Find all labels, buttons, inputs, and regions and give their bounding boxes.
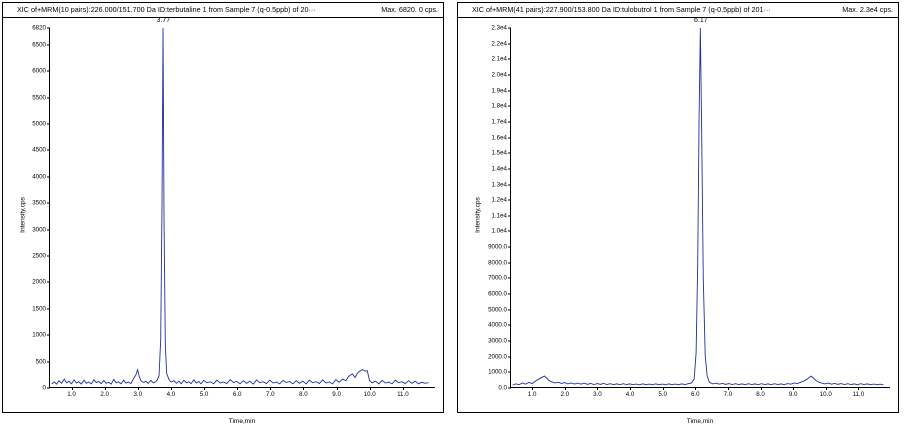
y-tick-mark bbox=[508, 153, 511, 154]
x-tick-mark bbox=[138, 387, 139, 390]
x-tick-label: 1.0 bbox=[527, 391, 537, 398]
y-tick-label: 5000 bbox=[32, 120, 46, 128]
y-tick-label: 4000 bbox=[32, 173, 46, 181]
y-tick-label: 6000 bbox=[32, 67, 46, 75]
y-tick-label: 9000.0 bbox=[488, 243, 507, 251]
y-tick-label: 3000 bbox=[32, 226, 46, 234]
y-tick-label: 1.0e4 bbox=[491, 227, 507, 235]
y-tick-label: 1.3e4 bbox=[491, 181, 507, 189]
x-tick-mark bbox=[761, 387, 762, 390]
y-tick-label: 6820 bbox=[32, 24, 46, 32]
x-tick-mark bbox=[204, 387, 205, 390]
x-tick-mark bbox=[105, 387, 106, 390]
panel-header-left bbox=[3, 3, 443, 18]
x-tick-mark bbox=[171, 387, 172, 390]
y-tick-mark bbox=[508, 90, 511, 91]
y-tick-mark bbox=[508, 43, 511, 44]
x-tick-label: 7.0 bbox=[723, 391, 733, 398]
y-tick-mark bbox=[508, 356, 511, 357]
series-line bbox=[513, 28, 884, 385]
y-tick-mark bbox=[47, 282, 50, 283]
panel-title-left: XIC of+MRM(10 pairs):226.000/151.700 Da ID:terbutaline 1 from Sample 7 (q-0.5ppb) of 20··· bbox=[17, 5, 316, 14]
y-tick-mark bbox=[508, 372, 511, 373]
y-tick-mark bbox=[508, 137, 511, 138]
y-tick-label: 2.1e4 bbox=[491, 55, 507, 63]
y-tick-mark bbox=[47, 97, 50, 98]
y-tick-label: 0.0 bbox=[498, 384, 507, 392]
plot-axes-left bbox=[32, 17, 435, 398]
y-tick-label: 1.1e4 bbox=[491, 212, 507, 220]
y-tick-mark bbox=[47, 71, 50, 72]
x-tick-mark bbox=[630, 387, 631, 390]
y-tick-label: 0 bbox=[42, 384, 46, 392]
x-tick-mark bbox=[403, 387, 404, 390]
x-tick-mark bbox=[303, 387, 304, 390]
y-tick-mark bbox=[508, 325, 511, 326]
x-tick-mark bbox=[597, 387, 598, 390]
y-tick-mark bbox=[47, 124, 50, 125]
x-tick-label: 8.0 bbox=[299, 391, 308, 398]
y-tick-mark bbox=[508, 184, 511, 185]
y-tick-mark bbox=[508, 262, 511, 263]
y-tick-mark bbox=[508, 278, 511, 279]
x-tick-mark bbox=[532, 387, 533, 390]
y-tick-mark bbox=[47, 256, 50, 257]
y-tick-label: 1.5e4 bbox=[491, 149, 507, 157]
x-tick-label: 6.0 bbox=[232, 391, 242, 398]
x-axis-label-left: Time,min bbox=[228, 418, 256, 425]
y-tick-label: 7000.0 bbox=[488, 274, 507, 282]
y-tick-label: 1000 bbox=[32, 331, 46, 339]
y-tick-mark bbox=[508, 341, 511, 342]
y-tick-mark bbox=[508, 231, 511, 232]
y-tick-label: 5500 bbox=[32, 94, 46, 102]
y-tick-label: 2000 bbox=[32, 278, 46, 286]
chromatogram-panel-right bbox=[457, 2, 899, 425]
y-tick-label: 1000.0 bbox=[488, 368, 507, 376]
y-tick-mark bbox=[508, 247, 511, 248]
x-tick-mark bbox=[663, 387, 664, 390]
y-tick-mark bbox=[508, 200, 511, 201]
y-tick-mark bbox=[508, 74, 511, 75]
panel-max-label-left: Max. 6820. 0 cps. bbox=[381, 5, 438, 14]
y-axis-label-left: Intensity,cps bbox=[19, 197, 27, 233]
x-tick-label: 10.0 bbox=[819, 391, 832, 398]
x-tick-label: 5.0 bbox=[658, 391, 667, 398]
x-tick-label: 9.0 bbox=[332, 391, 341, 398]
y-tick-mark bbox=[47, 176, 50, 177]
x-tick-label: 3.0 bbox=[133, 391, 143, 398]
x-tick-mark bbox=[793, 387, 794, 390]
x-tick-mark bbox=[337, 387, 338, 390]
y-tick-mark bbox=[508, 106, 511, 107]
y-tick-mark bbox=[508, 28, 511, 29]
x-tick-mark bbox=[565, 387, 566, 390]
y-tick-label: 5000.0 bbox=[488, 306, 507, 314]
y-tick-mark bbox=[508, 309, 511, 310]
y-tick-label: 1.4e4 bbox=[491, 165, 507, 173]
y-tick-mark bbox=[508, 388, 511, 389]
y-tick-label: 1.9e4 bbox=[491, 87, 507, 95]
x-tick-mark bbox=[826, 387, 827, 390]
y-tick-mark bbox=[47, 203, 50, 204]
x-tick-label: 10.0 bbox=[363, 391, 376, 398]
chromatogram-trace-left bbox=[50, 28, 435, 387]
x-tick-label: 4.0 bbox=[625, 391, 635, 398]
y-tick-mark bbox=[47, 28, 50, 29]
x-tick-mark bbox=[858, 387, 859, 390]
chromatogram-panel-left bbox=[2, 2, 444, 425]
y-tick-label: 1.2e4 bbox=[491, 196, 507, 204]
x-tick-label: 5.0 bbox=[199, 391, 209, 398]
y-tick-label: 1500 bbox=[32, 305, 46, 313]
x-tick-label: 6.0 bbox=[690, 391, 700, 398]
x-tick-mark bbox=[72, 387, 73, 390]
y-tick-mark bbox=[508, 294, 511, 295]
y-tick-label: 4500 bbox=[32, 146, 46, 154]
y-tick-label: 1.7e4 bbox=[491, 118, 507, 126]
peak-label: 6.17 bbox=[694, 17, 708, 24]
x-tick-label: 9.0 bbox=[788, 391, 798, 398]
y-tick-mark bbox=[47, 150, 50, 151]
plot-area-right bbox=[458, 17, 898, 425]
y-tick-mark bbox=[47, 388, 50, 389]
y-tick-mark bbox=[508, 59, 511, 60]
y-tick-mark bbox=[47, 308, 50, 309]
y-tick-mark bbox=[47, 335, 50, 336]
y-tick-label: 8000.0 bbox=[488, 259, 507, 267]
y-tick-label: 2500 bbox=[32, 252, 46, 260]
y-tick-mark bbox=[508, 215, 511, 216]
x-tick-mark bbox=[728, 387, 729, 390]
chromatogram-trace-right bbox=[511, 28, 890, 387]
y-tick-label: 1.8e4 bbox=[491, 102, 507, 110]
x-tick-label: 8.0 bbox=[756, 391, 765, 398]
plot-area-left bbox=[3, 17, 443, 425]
y-axis-label-right: Intensity,cps bbox=[474, 197, 482, 233]
x-tick-mark bbox=[237, 387, 238, 390]
x-tick-mark bbox=[270, 387, 271, 390]
y-tick-label: 6500 bbox=[32, 41, 46, 49]
panel-max-label-right: Max. 2.3e4 cps. bbox=[842, 5, 893, 14]
y-tick-mark bbox=[47, 229, 50, 230]
y-tick-label: 2.2e4 bbox=[491, 40, 507, 48]
y-tick-label: 3000.0 bbox=[488, 337, 507, 345]
x-tick-label: 11.0 bbox=[852, 391, 865, 398]
x-tick-mark bbox=[370, 387, 371, 390]
peak-label: 3.77 bbox=[156, 17, 171, 24]
y-tick-label: 2.0e4 bbox=[491, 71, 507, 79]
y-tick-mark bbox=[508, 168, 511, 169]
y-tick-mark bbox=[47, 361, 50, 362]
y-tick-mark bbox=[47, 44, 50, 45]
x-tick-label: 2.0 bbox=[560, 391, 570, 398]
y-tick-label: 1.6e4 bbox=[491, 134, 507, 142]
panel-title-right: XIC of+MRM(41 pairs):227.900/153.800 Da ID:tulobutrol 1 from Sample 7 (q-0.5ppb) of 201··· bbox=[472, 5, 771, 14]
x-tick-mark bbox=[695, 387, 696, 390]
series-line bbox=[52, 28, 429, 384]
y-tick-label: 500 bbox=[35, 358, 46, 366]
x-tick-label: 11.0 bbox=[397, 391, 409, 398]
x-tick-label: 3.0 bbox=[593, 391, 602, 398]
x-tick-label: 1.0 bbox=[67, 391, 76, 398]
plot-axes-right bbox=[488, 17, 890, 398]
y-tick-mark bbox=[508, 121, 511, 122]
y-tick-label: 2000.0 bbox=[488, 353, 507, 361]
x-axis-label-right: Time,min bbox=[686, 418, 714, 425]
panel-header-right bbox=[458, 3, 898, 18]
x-tick-label: 7.0 bbox=[266, 391, 275, 398]
x-tick-label: 2.0 bbox=[100, 391, 109, 398]
y-tick-label: 3500 bbox=[32, 199, 46, 207]
x-tick-label: 4.0 bbox=[166, 391, 176, 398]
y-tick-label: 4000.0 bbox=[488, 321, 507, 329]
y-tick-label: 6000.0 bbox=[488, 290, 507, 298]
y-tick-label: 2.3e4 bbox=[491, 24, 507, 32]
